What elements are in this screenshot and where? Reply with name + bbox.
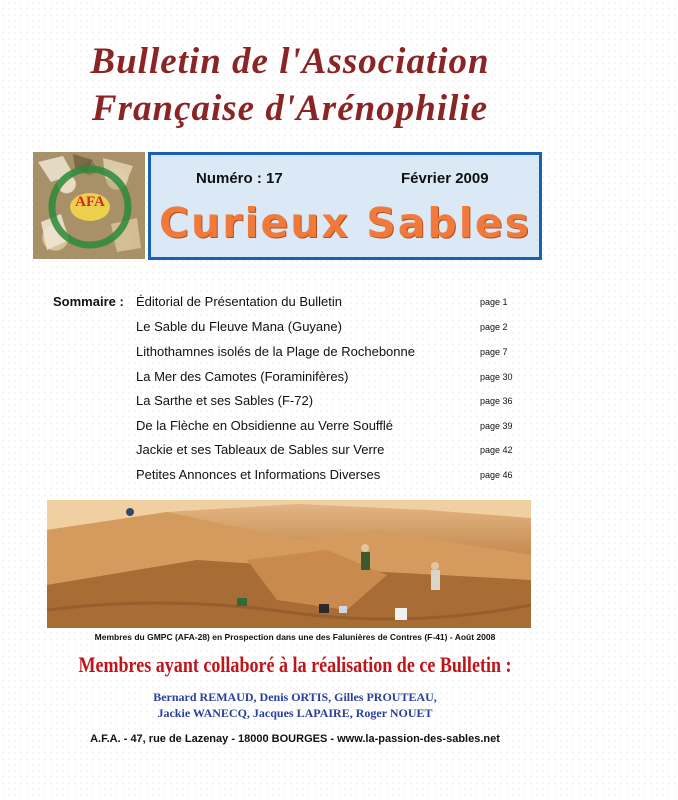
toc-item-title: Le Sable du Fleuve Mana (Guyane): [136, 319, 342, 334]
toc-item: [136, 319, 516, 339]
toc-item-page: page 30: [480, 372, 513, 382]
logo-label: AFA: [75, 194, 105, 210]
toc-item-title: De la Flèche en Obsidienne au Verre Soufflé: [136, 418, 394, 433]
photo-caption: Membres du GMPC (AFA-28) en Prospection dans une des Falunières de Contres (F-41) - Août 2008: [94, 632, 496, 642]
toc-item-title: Lithothamnes isolés de la Plage de Rochebonne: [136, 344, 415, 359]
toc-item-title: Petites Annonces et Informations Diverses: [136, 467, 381, 482]
issue-header: [148, 152, 542, 260]
toc-item: [136, 369, 516, 389]
toc-item-page: page 36: [480, 396, 513, 406]
afa-logo-icon: [33, 152, 145, 259]
toc-item-page: page 1: [480, 297, 508, 307]
toc-item-title: La Sarthe et ses Sables (F-72): [136, 393, 314, 408]
members-names-line2: Jackie WANECQ, Jacques LAPAIRE, Roger NOUET: [157, 706, 433, 720]
toc-item: [136, 418, 516, 438]
toc-item-page: page 2: [480, 322, 508, 332]
toc-item: [136, 294, 516, 314]
members-names-line1: Bernard REMAUD, Denis ORTIS, Gilles PROUTEAU,: [153, 690, 437, 704]
toc-item-page: page 7: [480, 347, 508, 357]
sommaire-label: Sommaire :: [53, 294, 124, 309]
bulletin-title-line1: Bulletin de l'Association: [90, 41, 490, 82]
toc-item: [136, 393, 516, 413]
issue-date: Février 2009: [401, 170, 489, 187]
bulletin-title-line2: Française d'Arénophilie: [91, 88, 489, 129]
footer-address: A.F.A. - 47, rue de Lazenay - 18000 BOURGES - www.la-passion-des-sables.net: [90, 733, 500, 745]
quarry-photo: [47, 500, 531, 628]
issue-number: Numéro : 17: [196, 170, 283, 187]
toc-item: [136, 442, 516, 462]
toc-item: [136, 467, 516, 487]
toc-item: [136, 344, 516, 364]
toc-item-page: page 46: [480, 470, 513, 480]
toc-item-title: Éditorial de Présentation du Bulletin: [136, 294, 342, 309]
toc-item-title: La Mer des Camotes (Foraminifères): [136, 369, 349, 384]
members-title: Membres ayant collaboré à la réalisation de ce Bulletin :: [78, 652, 512, 677]
toc-item-page: page 42: [480, 445, 513, 455]
toc-item-page: page 39: [480, 421, 513, 431]
quarry-photo-graphic: [47, 500, 531, 628]
magazine-title: Curieux Sables: [158, 199, 532, 247]
toc-item-title: Jackie et ses Tableaux de Sables sur Verre: [136, 442, 385, 457]
